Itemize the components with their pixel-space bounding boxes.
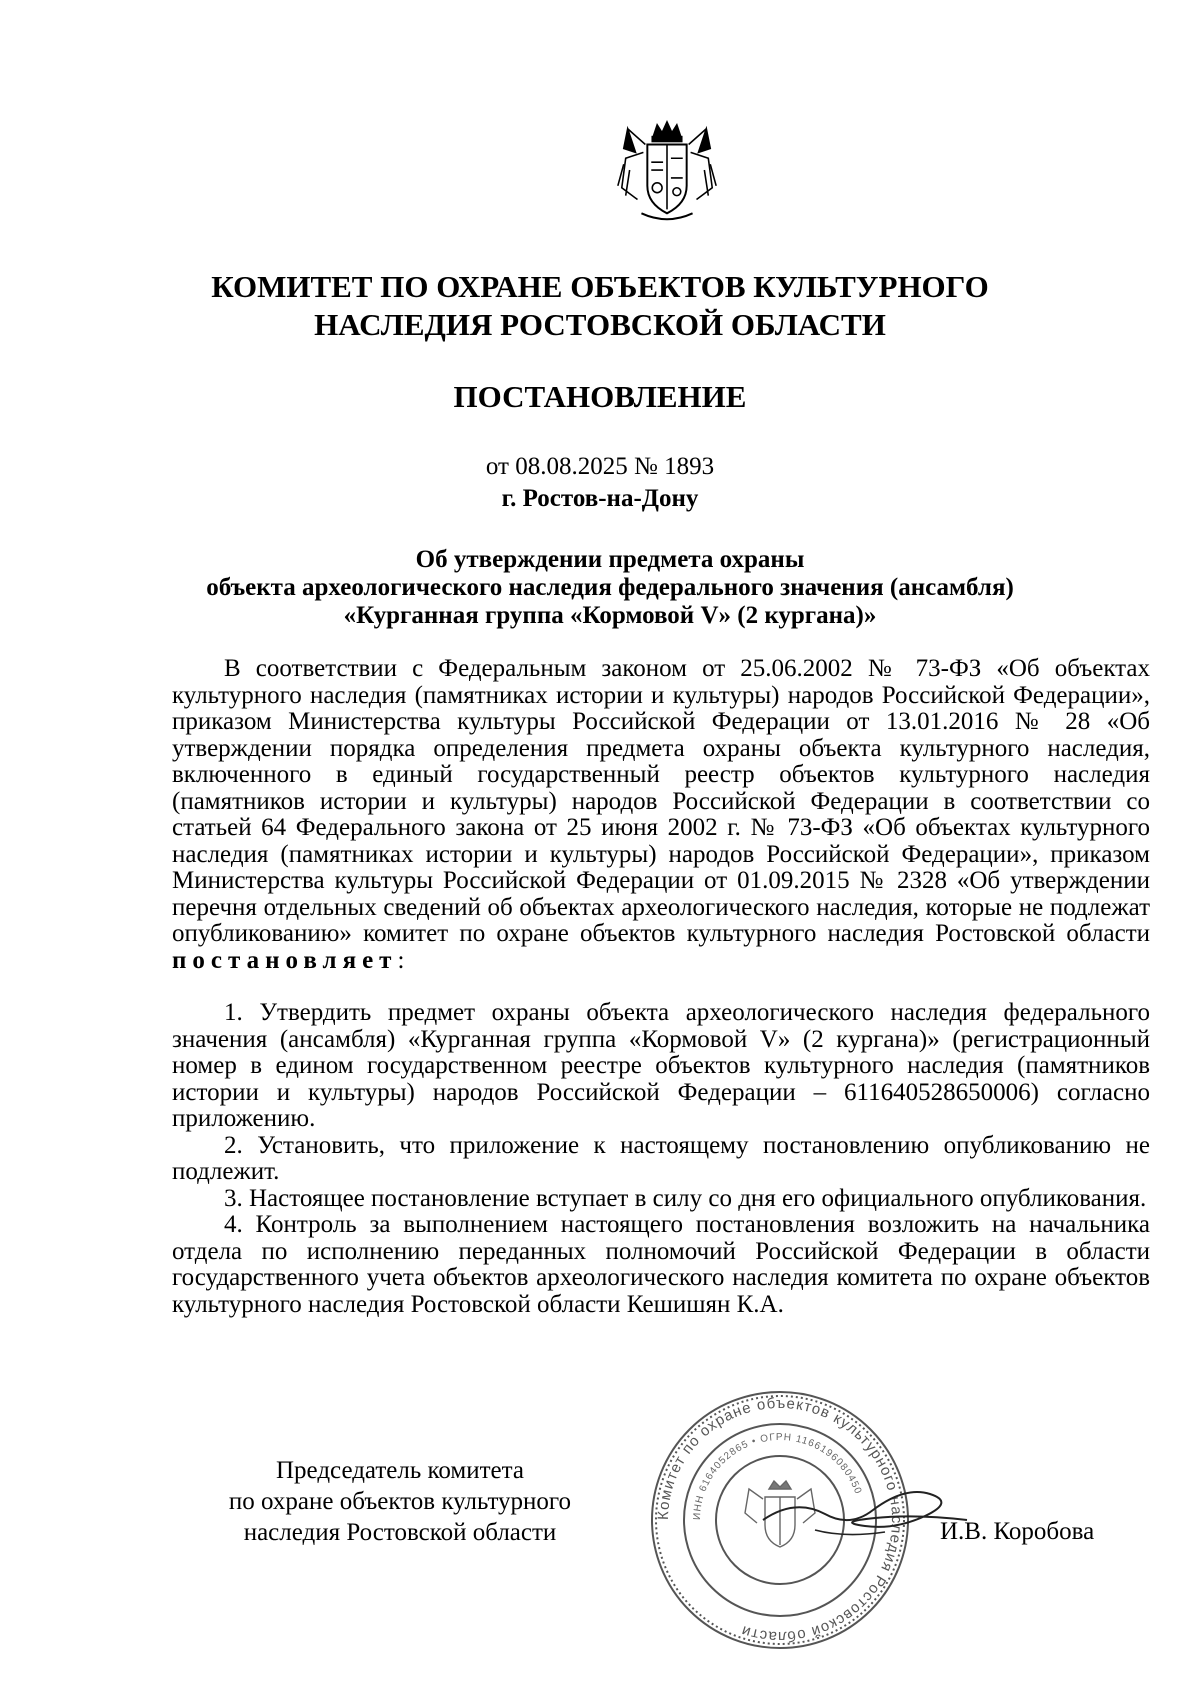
document-type: ПОСТАНОВЛЕНИЕ — [453, 379, 747, 414]
preamble-paragraph — [172, 656, 1150, 974]
organization-title — [0, 268, 1200, 344]
decree-item-4: 4. Контроль за выполнением настоящего постановления возложить на начальника отдела по исполнению переданных полномочий Российской Федерации в области государственного учета объектов археологического наследия комитета по охране объектов культурного наследия Ростовской области Кешишян К.А. — [172, 1211, 1150, 1318]
subject-line2: объекта археологического наследия федерального значения (ансамбля) — [206, 574, 1014, 601]
document-body — [172, 656, 1150, 1318]
signer-name: И.В. Коробова — [940, 1518, 1095, 1545]
decree-colon: : — [397, 946, 405, 974]
subject-line1: Об утверждении предмета охраны — [415, 546, 805, 573]
decree-word: постановляет — [172, 946, 398, 974]
document-date-number: от 08.08.2025 № 1893 — [485, 453, 715, 480]
signer-position-line2: по охране объектов культурного — [228, 1488, 572, 1515]
org-title-line1: КОМИТЕТ ПО ОХРАНЕ ОБЪЕКТОВ КУЛЬТУРНОГО — [211, 269, 989, 304]
document-subject — [150, 546, 1070, 630]
seal-inner-text: ИНН 6164052865 • ОГРН 1166196080450 — [691, 1431, 864, 1521]
signer-position-line1: Председатель комитета — [276, 1457, 524, 1484]
decree-item-2: 2. Установить, что приложение к настоящему постановлению опубликованию не подлежит. — [172, 1131, 1150, 1185]
decree-item-1: 1. Утвердить предмет охраны объекта археологического наследия федерального значения (ансамбля) «Курганная группа «Кормовой V» (2 кургана)» (регистрационный номер в едином государственном реестре объектов культурного наследия (памятников истории и культуры) народов Российской Федерации – 611640528650006) согласно приложению. — [172, 999, 1150, 1132]
document-city: г. Ростов-на-Дону — [501, 485, 699, 512]
decree-item-3: 3. Настоящее постановление вступает в силу со дня его официального опубликования. — [224, 1184, 1147, 1212]
signer-position-line3: наследия Ростовской области — [243, 1519, 557, 1546]
preamble-text: В соответствии с Федеральным законом от 25.06.2002 № 73-ФЗ «Об объектах культурного наследия (памятниках истории и культуры) народов Российской Федерации», приказом Министерства культуры Российской Федерации от 13.01.2016 № 28 «Об утверждении порядка определения предмета охраны объекта культурного наследия, включенного в единый государственный реестр объектов культурного наследия (памятников истории и культуры) народов Российской Федерации в соответствии со статьей 64 Федерального закона от 25 июня 2002 г. № 73-ФЗ «Об объектах культурного наследия (памятниках истории и культуры) народов Российской Федерации», приказом Министерства культуры Российской Федерации от 01.09.2015 № 2328 «Об утверждении перечня отдельных сведений об объектах археологического наследия, которые не подлежат опубликованию» комитет по охране объектов культурного наследия Ростовской области — [172, 655, 1150, 947]
signer-position — [190, 1455, 610, 1548]
seal-outer-text: Комитет по охране объектов культурного наследия Ростовской области — [654, 1394, 906, 1646]
org-title-line2: НАСЛЕДИЯ РОСТОВСКОЙ ОБЛАСТИ — [314, 307, 886, 342]
subject-line3: «Курганная группа «Кормовой V» (2 кургана)» — [343, 602, 877, 629]
coat-of-arms-icon — [608, 118, 726, 228]
